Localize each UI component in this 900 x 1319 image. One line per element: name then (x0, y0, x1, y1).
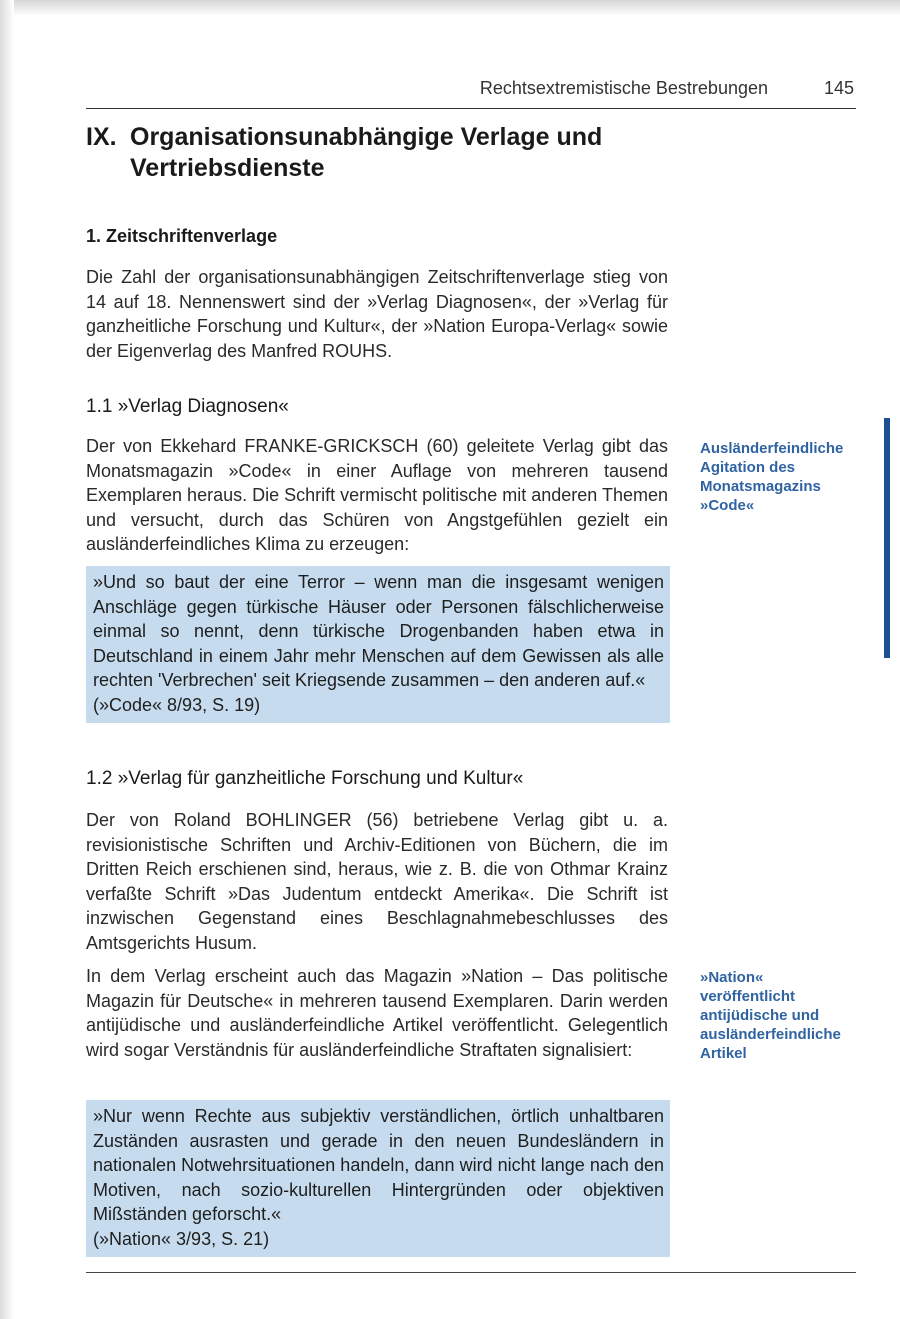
chapter-number: IX. (86, 123, 117, 151)
quote-text: »Nur wenn Rechte aus subjektiv verständlichen, örtlich unhaltbaren Zuständen ausrasten und gerade in den neuen Bundesländern in nationalen Notwehrsituationen handeln, dann wird nicht lange nach den Motiven, nach sozio-kulturellen Hintergründen oder objektiven Mißständen geforscht.« (93, 1106, 664, 1224)
quote-text: »Und so baut der eine Terror – wenn man die insgesamt wenigen Anschläge gegen türkische Häuser oder Personen fälschlicherweise einmal so nennt, denn türkische Drogenbanden haben etwa in Deutschland in einem Jahr mehr Menschen auf dem Gewissen als alle rechten 'Verbrechen' seit Kriegsende zusammen – den anderen auf.« (93, 572, 664, 690)
quote-code (86, 566, 670, 723)
paragraph-verlag-diagnosen: Der von Ekkehard FRANKE-GRICKSCH (60) geleitete Verlag gibt das Monatsmagazin »Code« in einer Auflage von mehreren tausend Exemplaren heraus. Die Schrift vermischt politische mit anderen Themen und versucht, durch das Schüren von Angstgefühlen gezielt ein ausländerfeindliches Klima zu erzeugen: (86, 436, 668, 554)
running-header (86, 78, 856, 109)
chapter-heading (86, 122, 686, 184)
margin-note-code: Ausländerfeindliche Agitation des Monatsmagazins »Code« (700, 440, 844, 514)
page-edge-shadow-top (0, 0, 900, 16)
margin-note-nation: »Nation« veröffentlicht antijüdische und ausländerfeindliche Artikel (700, 969, 841, 1062)
footer-rule (86, 1272, 856, 1273)
page-edge-shadow-left (0, 0, 14, 1319)
side-marker-bar (884, 418, 890, 658)
paragraph-nation-magazin: In dem Verlag erscheint auch das Magazin »Nation – Das politische Magazin für Deutsche« in mehreren tausend Exemplaren. Darin werden antijüdische und ausländerfeindliche Artikel veröffentlicht. Gelegentlich wird sogar Verständnis für ausländerfeindliche Straftaten signalisiert: (86, 966, 668, 1060)
page-number: 145 (823, 78, 854, 98)
section-heading-zeitschriftenverlage: 1. Zeitschriftenverlage (86, 226, 278, 246)
paragraph-bohlinger: Der von Roland BOHLINGER (56) betriebene Verlag gibt u. a. revisionistische Schriften und Archiv-Editionen von Büchern, die im Dritten Reich erschienen sind, heraus, wie z. B. die von Othmar Krainz verfaßte Schrift »Das Judentum entdeckt Amerika«. Die Schrift ist inzwischen Gegenstand eines Beschlagnahmebeschlusses des Amtsgerichts Husum. (86, 810, 668, 953)
section-heading-verlag-forschung-kultur: 1.2 »Verlag für ganzheitliche Forschung und Kultur« (86, 768, 524, 789)
paragraph-zeitschriftenverlage: Die Zahl der organisationsunabhängigen Zeitschriftenverlage stieg von 14 auf 18. Nennenswert sind der »Verlag Diagnosen«, der »Verlag für ganzheitliche Forschung und Kultur«, der »Nation Europa-Verlag« sowie der Eigenverlag des Manfred ROUHS. (86, 267, 668, 361)
quote-source: (»Nation« 3/93, S. 21) (93, 1228, 270, 1249)
quote-nation (86, 1100, 670, 1257)
running-title: Rechtsextremistische Bestrebungen (479, 78, 768, 98)
quote-source: (»Code« 8/93, S. 19) (93, 694, 261, 715)
section-heading-verlag-diagnosen: 1.1 »Verlag Diagnosen« (86, 396, 289, 417)
chapter-title: Organisationsunabhängige Verlage und Vertriebsdienste (130, 123, 603, 182)
